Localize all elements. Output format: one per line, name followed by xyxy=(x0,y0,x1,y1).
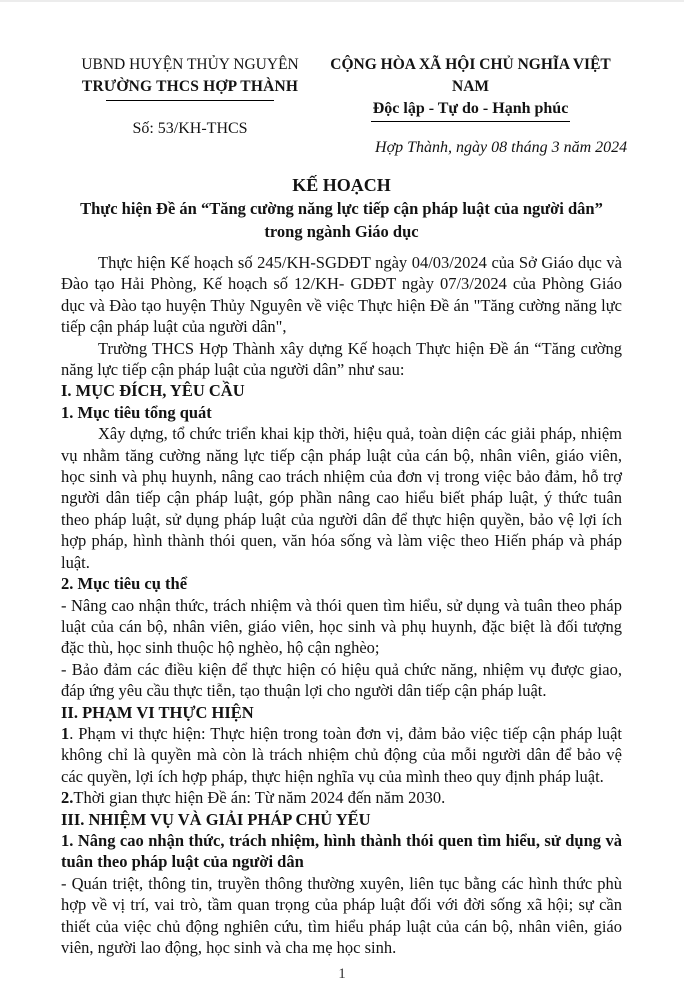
section-1-sub-2-item-2: - Bảo đảm các điều kiện để thực hiện có hiệu quả chức năng, nhiệm vụ được giao, đáp ứng yêu cầu thực tiễn, tạo thuận lợi cho người dân tiếp cận pháp luật. xyxy=(61,659,622,701)
title-block xyxy=(61,173,622,243)
section-1-sub-2-item-1: - Nâng cao nhận thức, trách nhiệm và thói quen tìm hiểu, sử dụng và tuân theo pháp luật của cán bộ, nhân viên, giáo viên, học sinh và phụ huynh, đặc biệt là đối tượng đặc thù, học sinh thuộc hộ nghèo, hộ cận nghèo; xyxy=(61,595,622,658)
section-2-item-1-text: . Phạm vi thực hiện: Thực hiện trong toàn đơn vị, đảm bảo việc tiếp cận pháp luật không chỉ là quyền mà còn là trách nhiệm chủ động của mỗi người dân để bảo vệ các quyền, lợi ích hợp pháp, thực hiện nghĩa vụ của mình theo quy định pháp luật. xyxy=(61,723,622,786)
section-2-item-2-text: Thời gian thực hiện Đề án: Từ năm 2024 đến năm 2030. xyxy=(73,788,446,808)
place-date-line: Hợp Thành, ngày 08 tháng 3 năm 2024 xyxy=(375,139,628,156)
document-header xyxy=(61,54,628,159)
page-number: 1 xyxy=(338,966,346,982)
section-1-sub-1-heading: 1. Mục tiêu tổng quát xyxy=(61,402,212,422)
section-2-item-1 xyxy=(61,723,622,787)
national-motto-line2-wrap xyxy=(319,98,622,122)
document-subtitle-line2: trong ngành Giáo dục xyxy=(264,222,419,241)
section-2-item-2 xyxy=(61,787,622,808)
section-1-heading: I. MỤC ĐÍCH, YÊU CẦU xyxy=(61,381,245,401)
header-right-block xyxy=(319,54,628,159)
national-motto-line2: Độc lập - Tự do - Hạnh phúc xyxy=(371,98,571,122)
header-left-block xyxy=(61,54,319,159)
section-3-sub-1-item-1: - Quán triệt, thông tin, truyền thông thường xuyên, liên tục bằng các hình thức phù hợp về vị trí, vai trò, tầm quan trọng của pháp luật đối với đời sống xã hội; sự cần thiết của việc chủ động nghiên cứu, tìm hiểu pháp luật của cán bộ, nhân viên, giáo viên, người lao động, học sinh và cha mẹ học sinh. xyxy=(61,873,622,957)
section-2-item-2-number: 2. xyxy=(61,788,74,808)
intro-paragraph-1: Thực hiện Kế hoạch số 245/KH-SGDĐT ngày 04/03/2024 của Sở Giáo dục và Đào tạo Hải Phòng, Kế hoạch số 12/KH- GDĐT ngày 07/3/2024 của Phòng Giáo dục và Đào tạo huyện Thủy Nguyên về việc Thực hiện Đề án "Tăng cường năng lực tiếp cận pháp luật của người dân", xyxy=(61,253,622,337)
section-1-sub-2-heading: 2. Mục tiêu cụ thể xyxy=(61,574,188,594)
section-2-item-1-number: 1 xyxy=(61,723,70,743)
school-name: TRƯỜNG THCS HỢP THÀNH xyxy=(81,78,299,95)
national-motto-line1: CỘNG HÒA XÃ HỘI CHỦ NGHĨA VIỆT NAM xyxy=(330,56,611,95)
document-title: KẾ HOẠCH xyxy=(292,175,391,195)
section-1-sub-1-paragraph: Xây dựng, tổ chức triển khai kịp thời, hiệu quả, toàn diện các giải pháp, nhiệm vụ nhằm tăng cường năng lực tiếp cận pháp luật của cán bộ, nhân viên, giáo viên, học sinh và phụ huynh, nâng cao trách nhiệm của đơn vị trong việc bảo đảm, hỗ trợ người dân tiếp cận pháp luật, góp phần nâng cao hiểu biết pháp luật, ý thức tuân theo pháp luật, sử dụng pháp luật của người dân để thực hiện quyền, bảo vệ lợi ích hợp pháp, hình thành thói quen, văn hóa sống và làm việc theo Hiến pháp và pháp luật. xyxy=(61,424,622,572)
intro-paragraph-2: Trường THCS Hợp Thành xây dựng Kế hoạch Thực hiện Đề án “Tăng cường năng lực tiếp cận pháp luật của người dân” như sau: xyxy=(61,338,622,380)
document-body xyxy=(61,252,622,958)
document-number: Số: 53/KH-THCS xyxy=(132,120,248,137)
issuing-authority: UBND HUYỆN THỦY NGUYÊN xyxy=(81,56,299,73)
header-left-underline xyxy=(106,100,274,101)
section-2-heading: II. PHẠM VI THỰC HIỆN xyxy=(61,702,254,722)
document-subtitle-line1: Thực hiện Đề án “Tăng cường năng lực tiếp cận pháp luật của người dân” xyxy=(80,199,603,218)
section-3-heading: III. NHIỆM VỤ VÀ GIẢI PHÁP CHỦ YẾU xyxy=(61,809,371,829)
section-3-sub-1-heading: 1. Nâng cao nhận thức, trách nhiệm, hình thành thói quen tìm hiểu, sử dụng và tuân theo pháp luật của người dân xyxy=(61,830,622,872)
